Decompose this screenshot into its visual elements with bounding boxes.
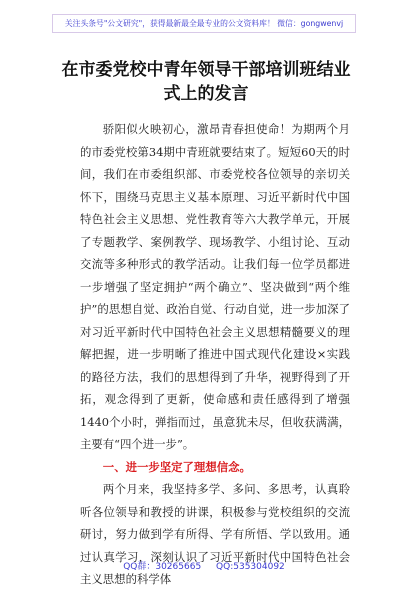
- footer: [0, 559, 408, 572]
- page-title: 在市委党校中青年领导干部培训班结业式上的发言: [61, 60, 351, 104]
- footer-qq: QQ:535304092: [216, 562, 285, 572]
- header-banner: 关注头条号"公文研究"，获得最新最全最专业的公文资料库！ 微信：gongwenvj: [52, 14, 356, 33]
- section-heading-1: 一、进一步坚定了理想信念。: [102, 459, 251, 474]
- paragraph-section-1: 两个月来，我坚持多学、多问、多思考，认真聆听各位领导和教授的讲课，积极参与党校组织的交流研讨，努力做到学有所得、学有所悟、学以致用。通过认真学习，深刻认识了习近平新时代中国特色社会主义思想的科学体: [80, 482, 350, 586]
- paragraph-intro: 骄阳似火映初心，激昂青春担使命！为期两个月的市委党校第34期中青班就要结束了。短短60天的时间，我们在市委组织部、市委党校各位领导的亲切关怀下，围绕马克思主义基本原理、习近平新时代中国特色社会主义思想、党性教育等六大教学单元，开展了专题教学、案例教学、现场教学、小组讨论、互动交流等多种形式的教学活动。让我们每一位学员都进一步增强了坚定拥护“两个确立”、坚决做到“两个维护”的思想自觉、政治自觉、行动自觉，进一步加深了对习近平新时代中国特色社会主义思想精髓要义的理解把握，进一步明晰了推进中国式现代化建设×实践的路径方法，我们的思想得到了升华，视野得到了开拓，观念得到了更新，使命感和责任感得到了增强1440个小时，弹指而过，虽意犹未尽，但收获满满，主要有“四个进一步”。: [80, 122, 350, 451]
- footer-qq-group: QQ群：30265665: [123, 562, 202, 572]
- document-body: [80, 118, 350, 591]
